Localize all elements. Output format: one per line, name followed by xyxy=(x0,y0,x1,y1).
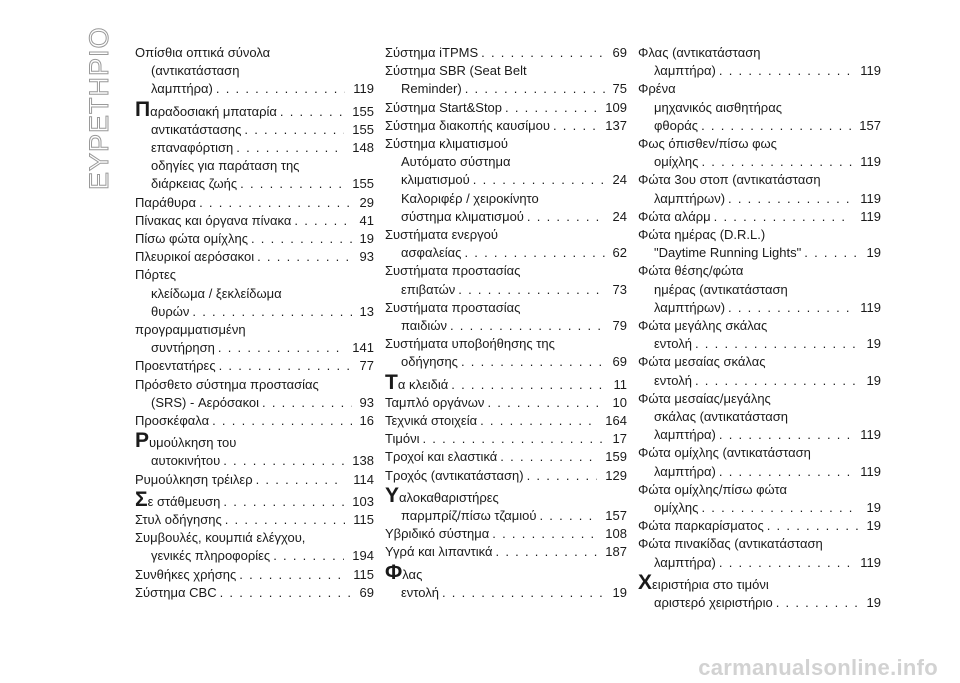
page-number: 62 xyxy=(612,245,627,261)
entry-text: λαμπτήρα) xyxy=(654,554,716,570)
entry-text: αντικατάστασης xyxy=(151,121,242,137)
side-title xyxy=(80,10,116,210)
index-entry xyxy=(385,543,627,561)
index-entry-heading: Οπίσθια οπτικά σύνολα xyxy=(135,45,271,60)
dot-leader xyxy=(692,372,859,390)
entry-text: λαμπτήρων) xyxy=(654,299,726,315)
entry-text-rest: αραδοσιακή μπαταρία xyxy=(150,103,277,119)
page-number: 10 xyxy=(612,394,627,410)
page-number: 93 xyxy=(359,249,374,265)
page-number: 155 xyxy=(352,103,374,119)
entry-text: υμούλκηση του xyxy=(149,435,237,451)
entry-text: ασφαλείας xyxy=(401,245,462,261)
dot-leader xyxy=(698,117,851,135)
entry-text: Υγρά και λιπαντικά xyxy=(385,544,493,560)
index-entry xyxy=(638,554,881,572)
page-number: 155 xyxy=(352,176,374,192)
entry-text: Υβριδικό σύστημα xyxy=(385,526,490,542)
entry-text: Τιμόνι xyxy=(385,431,420,447)
section-letter: Υ xyxy=(385,483,400,507)
entry-text: Τεχνικά στοιχεία xyxy=(385,413,478,429)
entry-text: θυρών xyxy=(151,303,190,319)
dot-leader xyxy=(493,543,598,561)
index-entry xyxy=(638,190,881,208)
index-column-1 xyxy=(135,44,374,602)
entry-text: λαμπτήρα) xyxy=(151,81,213,97)
entry-text: Πίσω φώτα ομίχλης xyxy=(135,231,248,247)
index-entry-heading: Φώτα πινακίδας (αντικατάσταση xyxy=(638,536,823,552)
dot-leader xyxy=(222,511,346,529)
dot-leader xyxy=(497,448,597,466)
index-entry xyxy=(135,303,374,321)
dot-leader xyxy=(458,353,605,371)
index-entry xyxy=(638,426,881,444)
index-entry xyxy=(385,467,627,485)
index-entry xyxy=(135,452,374,470)
index-entry xyxy=(638,517,881,535)
entry-text: αλοκαθαριστήρες xyxy=(399,489,499,505)
dot-leader xyxy=(773,594,859,612)
page-number: 108 xyxy=(605,526,627,542)
page-number: 115 xyxy=(353,566,374,582)
dot-leader xyxy=(536,507,597,525)
entry-text: Παράθυρα xyxy=(135,194,197,210)
index-subentry-line: ημέρας (αντικατάσταση xyxy=(654,281,788,297)
entry-text: Reminder) xyxy=(401,81,462,97)
index-entry xyxy=(385,117,627,135)
index-subentry-line: (αντικατάσταση xyxy=(151,63,240,79)
index-entry xyxy=(385,80,627,98)
index-entry xyxy=(135,547,374,565)
section-letter: Φ xyxy=(385,560,403,584)
entry-text: αυτοκινήτου xyxy=(151,453,221,469)
entry-text: Φώτα παρκαρίσματος xyxy=(638,518,764,534)
index-entry-heading: Φώτα μεσαίας/μεγάλης xyxy=(638,390,771,406)
entry-text: Σύστημα διακοπής καυσίμου xyxy=(385,117,550,133)
page-number: 157 xyxy=(605,508,627,524)
page-number: 137 xyxy=(605,117,627,133)
index-entry-heading: Σύστημα κλιματισμού xyxy=(385,136,508,152)
index-entry xyxy=(135,584,374,602)
dot-leader xyxy=(698,153,852,171)
index-entry xyxy=(135,511,374,529)
page-number: 29 xyxy=(359,194,374,210)
entry-text: Προσκέφαλα xyxy=(135,413,210,429)
index-entry-heading: Πόρτες xyxy=(135,267,177,283)
index-entry xyxy=(385,208,627,226)
index-entry xyxy=(638,335,881,353)
dot-leader xyxy=(253,471,346,489)
page-number: 119 xyxy=(860,299,881,315)
entry-text: Τροχοί και ελαστικά xyxy=(385,449,498,465)
index-entry-heading: Φώτα 3ου στοπ (αντικατάσταση xyxy=(638,172,821,188)
entry-text: Ταμπλό οργάνων xyxy=(385,394,485,410)
index-entry xyxy=(638,117,881,135)
page-number: 17 xyxy=(612,431,627,447)
entry-text xyxy=(135,487,221,511)
page-number: 69 xyxy=(359,584,374,600)
dot-leader xyxy=(716,554,852,572)
page-number: 24 xyxy=(612,208,627,224)
dot-leader xyxy=(711,208,853,226)
page-number: 115 xyxy=(353,512,374,528)
dot-leader xyxy=(233,139,344,157)
index-entry xyxy=(135,487,374,511)
index-entry-heading: Φώτα ομίχλης (αντικατάσταση xyxy=(638,445,811,461)
page-number: 19 xyxy=(866,518,881,534)
page-number: 19 xyxy=(612,584,627,600)
entry-text: Ρυμούλκηση τρέιλερ xyxy=(135,471,253,487)
page-number: 69 xyxy=(612,354,627,370)
index-section-heading xyxy=(385,483,627,507)
index-entry-heading: Φώτα ημέρας (D.R.L.) xyxy=(638,227,766,243)
dot-leader xyxy=(237,175,344,193)
page-number: 75 xyxy=(612,81,627,97)
page-number: 129 xyxy=(605,467,627,483)
page-number: 69 xyxy=(612,45,627,60)
index-subentry-line: μηχανικός αισθητήρας xyxy=(654,99,782,115)
index-entry xyxy=(135,80,374,98)
index-entry xyxy=(385,353,627,371)
index-entry xyxy=(135,175,374,193)
index-subentry-line: οδηγίες για παράταση της xyxy=(151,158,300,174)
entry-text: ειριστήρια στο τιμόνι xyxy=(652,576,769,592)
index-entry xyxy=(385,44,627,62)
section-letter: Σ xyxy=(135,487,148,511)
section-letter: Π xyxy=(135,97,151,121)
entry-text: διάρκειας ζωής xyxy=(151,176,238,192)
entry-text: φθοράς xyxy=(654,117,699,133)
dot-leader xyxy=(259,394,352,412)
page-number: 119 xyxy=(860,427,881,443)
page-number: 19 xyxy=(866,372,881,388)
index-section-heading xyxy=(638,570,881,594)
index-entry xyxy=(385,525,627,543)
index-section-heading xyxy=(135,429,374,453)
page-number: 157 xyxy=(859,117,881,133)
watermark: carmanualsonline.info xyxy=(698,655,938,680)
index-entry xyxy=(385,370,627,394)
dot-leader xyxy=(489,525,597,543)
page-number: 19 xyxy=(866,500,881,516)
entry-text: Σύστημα Start&Stop xyxy=(385,99,503,115)
index-entry-heading: Πρόσθετο σύστημα προστασίας xyxy=(135,376,319,392)
entry-text: εντολή xyxy=(654,372,692,388)
page-number: 16 xyxy=(359,413,374,429)
dot-leader xyxy=(291,212,351,230)
page-number: 77 xyxy=(359,358,374,374)
dot-leader xyxy=(447,317,605,335)
entry-text: (SRS) - Αερόσακοι xyxy=(151,394,260,410)
page-number: 187 xyxy=(605,544,627,560)
dot-leader xyxy=(213,80,345,98)
index-section-heading xyxy=(385,560,627,584)
entry-text: λαμπτήρα) xyxy=(654,427,716,443)
index-entry-heading: Συστήματα ενεργού xyxy=(385,227,498,243)
section-letter: Χ xyxy=(638,570,653,594)
page-number: 19 xyxy=(866,336,881,352)
dot-leader xyxy=(692,335,859,353)
entry-text: κλιματισμού xyxy=(401,172,470,188)
entry-text: εντολή xyxy=(401,584,439,600)
entry-text: Στυλ οδήγησης xyxy=(135,512,222,528)
index-entry-heading: Συστήματα προστασίας xyxy=(385,263,521,279)
entry-text: γενικές πληροφορίες xyxy=(151,548,271,564)
page-number: 119 xyxy=(860,154,881,170)
index-entry xyxy=(135,394,374,412)
index-entry xyxy=(135,212,374,230)
dot-leader xyxy=(461,244,604,262)
index-entry xyxy=(385,394,627,412)
index-entry-heading: Συμβουλές, κουμπιά ελέγχου, xyxy=(135,530,306,546)
dot-leader xyxy=(764,517,859,535)
dot-leader xyxy=(236,566,345,584)
index-entry xyxy=(638,62,881,80)
index-entry xyxy=(135,248,374,266)
entry-text: ομίχλης xyxy=(654,154,699,170)
entry-text: Σύστημα CBC xyxy=(135,584,217,600)
index-entry xyxy=(135,194,374,212)
dot-leader xyxy=(716,463,852,481)
page-number: 19 xyxy=(866,595,881,611)
dot-leader xyxy=(220,493,344,511)
page-number: 119 xyxy=(860,208,881,224)
page-number: 41 xyxy=(359,212,374,228)
dot-leader xyxy=(484,394,604,412)
page-number: 119 xyxy=(860,190,881,206)
index-subentry-line: σκάλας (αντικατάσταση xyxy=(654,409,789,425)
index-entry xyxy=(385,171,627,189)
index-subentry-line: Καλοριφέρ / χειροκίνητο xyxy=(401,190,539,206)
section-letter: Τ xyxy=(385,370,398,394)
index-entry-heading: Φώτα ομίχλης/πίσω φώτα xyxy=(638,481,787,497)
index-entry-heading: Φώτα μεγάλης σκάλας xyxy=(638,318,768,334)
page-number: 24 xyxy=(612,172,627,188)
index-entry xyxy=(385,584,627,602)
page-number: 73 xyxy=(612,281,627,297)
dot-leader xyxy=(220,452,344,470)
entry-text: συντήρηση xyxy=(151,340,215,356)
entry-text: παιδιών xyxy=(401,318,447,334)
dot-leader xyxy=(801,244,858,262)
entry-text: οδήγησης xyxy=(401,354,458,370)
entry-text: Σύστημα iTPMS xyxy=(385,45,479,60)
entry-text: σύστημα κλιματισμού xyxy=(401,208,524,224)
dot-leader xyxy=(716,62,852,80)
entry-text: επιβατών xyxy=(401,281,456,297)
section-letter: Ρ xyxy=(135,429,150,453)
index-entry xyxy=(135,471,374,489)
index-entry xyxy=(135,230,374,248)
index-entry xyxy=(638,372,881,390)
dot-leader xyxy=(502,99,597,117)
entry-text: επαναφόρτιση xyxy=(151,140,234,156)
index-entry xyxy=(638,499,881,517)
page-number: 19 xyxy=(359,231,374,247)
index-entry xyxy=(638,153,881,171)
entry-text: εντολή xyxy=(654,336,692,352)
dot-leader xyxy=(189,303,351,321)
page-number: 141 xyxy=(352,340,374,356)
dot-leader xyxy=(550,117,597,135)
index-column-2 xyxy=(385,44,627,602)
page-number: 119 xyxy=(860,63,881,79)
side-title-text: ΕΥΡΕΤΗΡΙΟ xyxy=(84,26,114,190)
index-entry xyxy=(135,139,374,157)
dot-leader xyxy=(448,376,605,394)
index-entry xyxy=(638,463,881,481)
dot-leader xyxy=(725,190,852,208)
dot-leader xyxy=(277,103,344,121)
index-entry xyxy=(638,208,881,226)
index-entry-heading: Φλας (αντικατάσταση xyxy=(638,45,761,60)
index-column-3 xyxy=(638,44,881,612)
entry-text: λαμπτήρα) xyxy=(654,463,716,479)
index-entry-heading: Σύστημα SBR (Seat Belt xyxy=(385,63,527,79)
index-entry-heading: Φώτα θέσης/φώτα xyxy=(638,263,744,279)
index-entry xyxy=(385,430,627,448)
dot-leader xyxy=(248,230,352,248)
dot-leader xyxy=(462,80,605,98)
dot-leader xyxy=(215,339,344,357)
dot-leader xyxy=(270,547,344,565)
dot-leader xyxy=(217,584,352,602)
dot-leader xyxy=(209,412,351,430)
entry-text: "Daytime Running Lights" xyxy=(654,245,802,261)
page-number: 148 xyxy=(352,140,374,156)
dot-leader xyxy=(524,208,605,226)
entry-text: Προεντατήρες xyxy=(135,358,216,374)
dot-leader xyxy=(455,281,604,299)
entry-text: λαμπτήρα) xyxy=(654,63,716,79)
entry-text: αριστερό χειριστήριο xyxy=(654,595,773,611)
index-entry xyxy=(135,339,374,357)
entry-text xyxy=(135,97,277,121)
page-number: 194 xyxy=(352,548,374,564)
dot-leader xyxy=(439,584,605,602)
dot-leader xyxy=(477,412,597,430)
page-number: 155 xyxy=(352,121,374,137)
page-number: 109 xyxy=(605,99,627,115)
page-number: 11 xyxy=(613,376,627,392)
dot-leader xyxy=(716,426,852,444)
index-entry xyxy=(135,357,374,375)
page-number: 19 xyxy=(866,245,881,261)
index-entry-heading: Φρένα xyxy=(638,81,676,97)
index-entry xyxy=(135,121,374,139)
entry-text: Φώτα αλάρμ xyxy=(638,208,711,224)
index-entry-heading: Συστήματα υποβοήθησης της xyxy=(385,336,555,352)
entry-text: Πλευρικοί αερόσακοι xyxy=(135,249,255,265)
dot-leader xyxy=(196,194,351,212)
index-entry xyxy=(385,412,627,430)
index-entry-heading: προγραμματισμένη xyxy=(135,322,246,338)
dot-leader xyxy=(478,44,604,62)
page-number: 103 xyxy=(352,493,374,509)
entry-text: παρμπρίζ/πίσω τζαμιού xyxy=(401,508,537,524)
dot-leader xyxy=(419,430,604,448)
page-number: 114 xyxy=(353,471,374,487)
entry-text-rest: α κλειδιά xyxy=(397,376,449,392)
entry-text: Τροχός (αντικατάσταση) xyxy=(385,467,524,483)
index-entry xyxy=(385,317,627,335)
index-entry xyxy=(385,507,627,525)
index-entry xyxy=(638,244,881,262)
page-number: 119 xyxy=(860,554,881,570)
page-number: 79 xyxy=(612,318,627,334)
index-entry xyxy=(385,448,627,466)
dot-leader xyxy=(216,357,352,375)
entry-text: Συνθήκες χρήσης xyxy=(135,566,237,582)
index-subentry-line: κλείδωμα / ξεκλείδωμα xyxy=(151,285,282,301)
entry-text-rest: ε στάθμευση xyxy=(147,493,221,509)
index-entry xyxy=(135,412,374,430)
dot-leader xyxy=(524,467,598,485)
page-number: 119 xyxy=(860,463,881,479)
entry-text: ομίχλης xyxy=(654,500,699,516)
index-entry xyxy=(638,594,881,612)
page-number: 93 xyxy=(359,394,374,410)
index-entry xyxy=(638,299,881,317)
entry-text: λας xyxy=(402,566,423,582)
dot-leader xyxy=(725,299,852,317)
page-number: 138 xyxy=(352,453,374,469)
entry-text: λαμπτήρων) xyxy=(654,190,726,206)
page-number: 13 xyxy=(359,303,374,319)
entry-text: Πίνακας και όργανα πίνακα xyxy=(135,212,292,228)
index-entry xyxy=(385,99,627,117)
dot-leader xyxy=(254,248,351,266)
page-number: 164 xyxy=(605,413,627,429)
index-entry xyxy=(135,566,374,584)
dot-leader xyxy=(241,121,344,139)
entry-text xyxy=(385,370,449,394)
index-entry-heading: Φώτα μεσαίας σκάλας xyxy=(638,354,766,370)
page-number: 159 xyxy=(605,449,627,465)
page-number: 119 xyxy=(353,81,374,97)
index-entry xyxy=(385,244,627,262)
index-subentry-line: Αυτόματο σύστημα xyxy=(401,154,511,170)
index-entry xyxy=(135,97,374,121)
index-entry-heading: Φως όπισθεν/πίσω φως xyxy=(638,136,777,152)
dot-leader xyxy=(470,171,605,189)
index-entry xyxy=(385,281,627,299)
dot-leader xyxy=(698,499,858,517)
index-entry-heading: Συστήματα προστασίας xyxy=(385,299,521,315)
